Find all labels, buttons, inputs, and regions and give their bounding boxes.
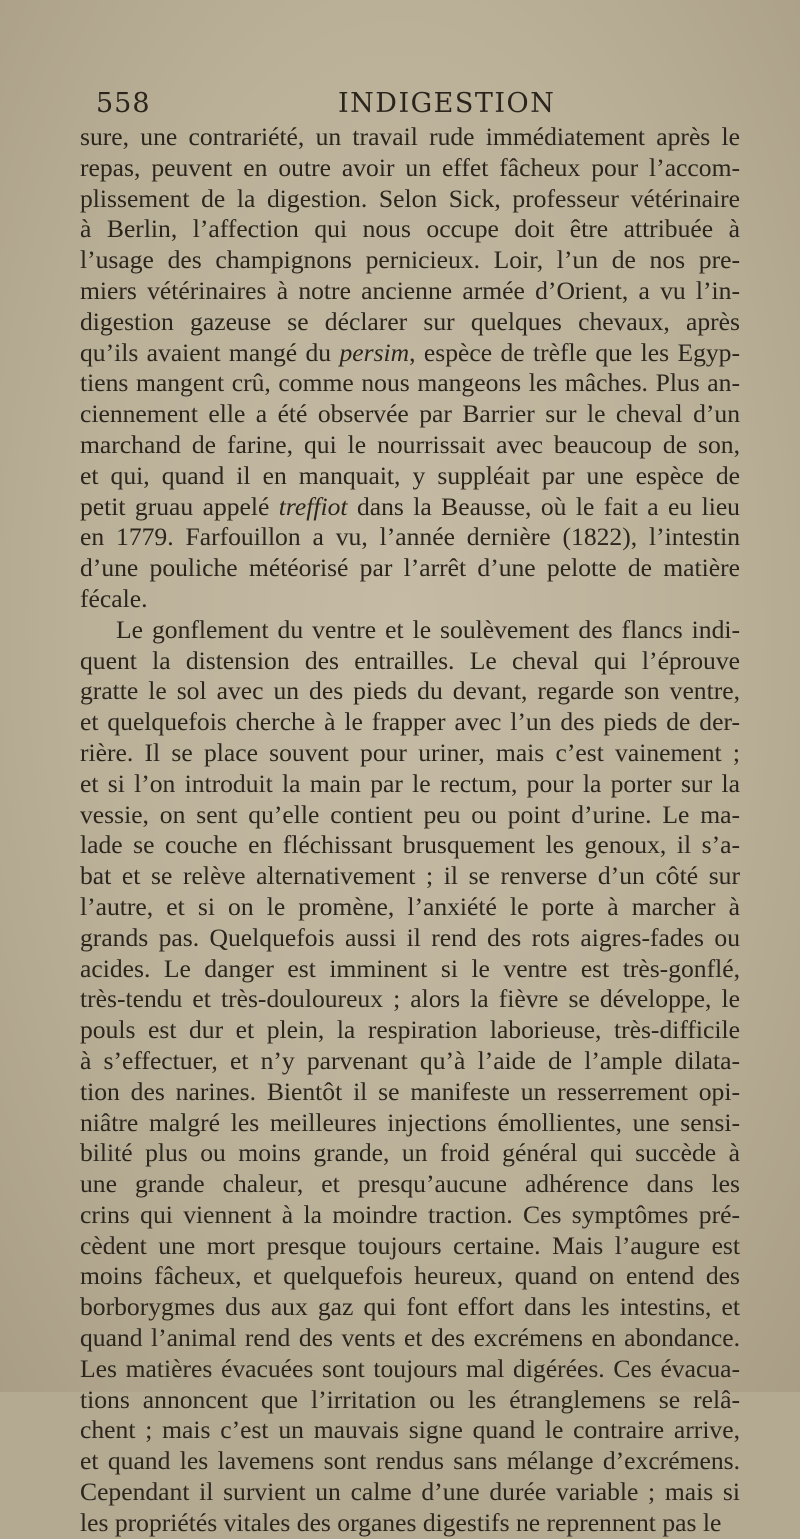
text-line: digestion gazeuse se déclarer sur quelques chevaux, après <box>80 306 740 336</box>
text-line: rière. Il se place souvent pour uriner, mais c’est vainement ; <box>80 737 740 767</box>
text-line: bilité plus ou moins grande, un froid général qui succède à <box>80 1138 740 1168</box>
text-line: tion des narines. Bientôt il se manifeste un resserrement opi- <box>80 1076 740 1106</box>
text-line: et quand les lavemens sont rendus sans mélange d’excrémens. <box>80 1446 740 1476</box>
running-title: INDIGESTION <box>338 88 556 119</box>
paragraph <box>80 615 740 1539</box>
text-line: Les matières évacuées sont toujours mal digérées. Ces évacua- <box>80 1353 740 1383</box>
text-line: vessie, on sent qu’elle contient peu ou point d’urine. Le ma- <box>80 799 740 829</box>
text-line: quent la distension des entrailles. Le cheval qui l’éprouve <box>80 645 740 675</box>
text-line: marchand de farine, qui le nourrissait avec beaucoup de son, <box>80 429 740 459</box>
text-line: tiens mangent crû, comme nous mangeons les mâches. Plus an- <box>80 368 740 398</box>
text-line: plissement de la digestion. Selon Sick, professeur vétérinaire <box>80 183 740 213</box>
text-line: et si l’on introduit la main par le rectum, pour la porter sur la <box>80 768 740 798</box>
text-line: Le gonflement du ventre et le soulèvement des flancs indi- <box>116 614 740 644</box>
text-line: chent ; mais c’est un mauvais signe quand le contraire arrive, <box>80 1415 740 1445</box>
text-line: moins fâcheux, et quelquefois heureux, quand on entend des <box>80 1261 740 1291</box>
text-line: et quelquefois cherche à le frapper avec l’un des pieds de der- <box>80 707 740 737</box>
text-line: Cependant il survient un calme d’une durée variable ; mais si <box>80 1477 740 1507</box>
text-line: en 1779. Farfouillon a vu, l’année dernière (1822), l’intestin <box>80 522 740 552</box>
text-line: ciennement elle a été observée par Barrier sur le cheval d’un <box>80 399 740 429</box>
text-line: pouls est dur et plein, la respiration laborieuse, très-difficile <box>80 1015 740 1045</box>
text-line: repas, peuvent en outre avoir un effet fâcheux pour l’accom- <box>80 152 740 182</box>
text-line: fécale. <box>80 583 148 613</box>
text-line: très-tendu et très-douloureux ; alors la fièvre se développe, le <box>80 984 740 1014</box>
text-line: l’usage des champignons pernicieux. Loir, l’un de nos pre- <box>80 245 740 275</box>
text-line: acides. Le danger est imminent si le ventre est très-gonflé, <box>80 953 740 983</box>
text-line: à Berlin, l’affection qui nous occupe doit être attribuée à <box>80 214 740 244</box>
text-line: lade se couche en fléchissant brusquement les genoux, il s’a- <box>80 830 740 860</box>
text-line: niâtre malgré les meilleures injections émollientes, une sensi- <box>80 1107 740 1137</box>
text-line: grands pas. Quelquefois aussi il rend des rots aigres-fades ou <box>80 922 740 952</box>
text-line: qu’ils avaient mangé du persim, espèce de trèfle que les Egyp- <box>80 337 740 367</box>
text-line: crins qui viennent à la moindre traction. Ces symptômes pré- <box>80 1199 740 1229</box>
text-line: une grande chaleur, et presqu’aucune adhérence dans les <box>80 1169 740 1199</box>
text-line: l’autre, et si on le promène, l’anxiété le porte à marcher à <box>80 891 740 921</box>
text-line: petit gruau appelé treffiot dans la Beausse, où le fait a eu lieu <box>80 491 740 521</box>
text-line: borborygmes dus aux gaz qui font effort dans les intestins, et <box>80 1292 740 1322</box>
text-line: à s’effectuer, et n’y parvenant qu’à l’aide de l’ample dilata- <box>80 1045 740 1075</box>
text-line: gratte le sol avec un des pieds du devant, regarde son ventre, <box>80 676 740 706</box>
body-text <box>80 122 740 1539</box>
text-line: et qui, quand il en manquait, y suppléait par une espèce de <box>80 460 740 490</box>
paragraph <box>80 122 740 615</box>
text-line: tions annoncent que l’irritation ou les étranglemens se relâ- <box>80 1384 740 1414</box>
text-line: cèdent une mort presque toujours certaine. Mais l’augure est <box>80 1230 740 1260</box>
page-number: 558 <box>96 88 151 119</box>
text-line: miers vétérinaires à notre ancienne armée d’Orient, a vu l’in- <box>80 275 740 305</box>
text-line: les propriétés vitales des organes digestifs ne reprennent pas le <box>80 1507 722 1537</box>
text-line: sure, une contrariété, un travail rude immédiatement après le <box>80 122 740 151</box>
text-line: bat et se relève alternativement ; il se renverse d’un côté sur <box>80 861 740 891</box>
text-line: d’une pouliche météorisé par l’arrêt d’une pelotte de matière <box>80 553 740 583</box>
text-line: quand l’animal rend des vents et des excrémens en abondance. <box>80 1323 740 1353</box>
